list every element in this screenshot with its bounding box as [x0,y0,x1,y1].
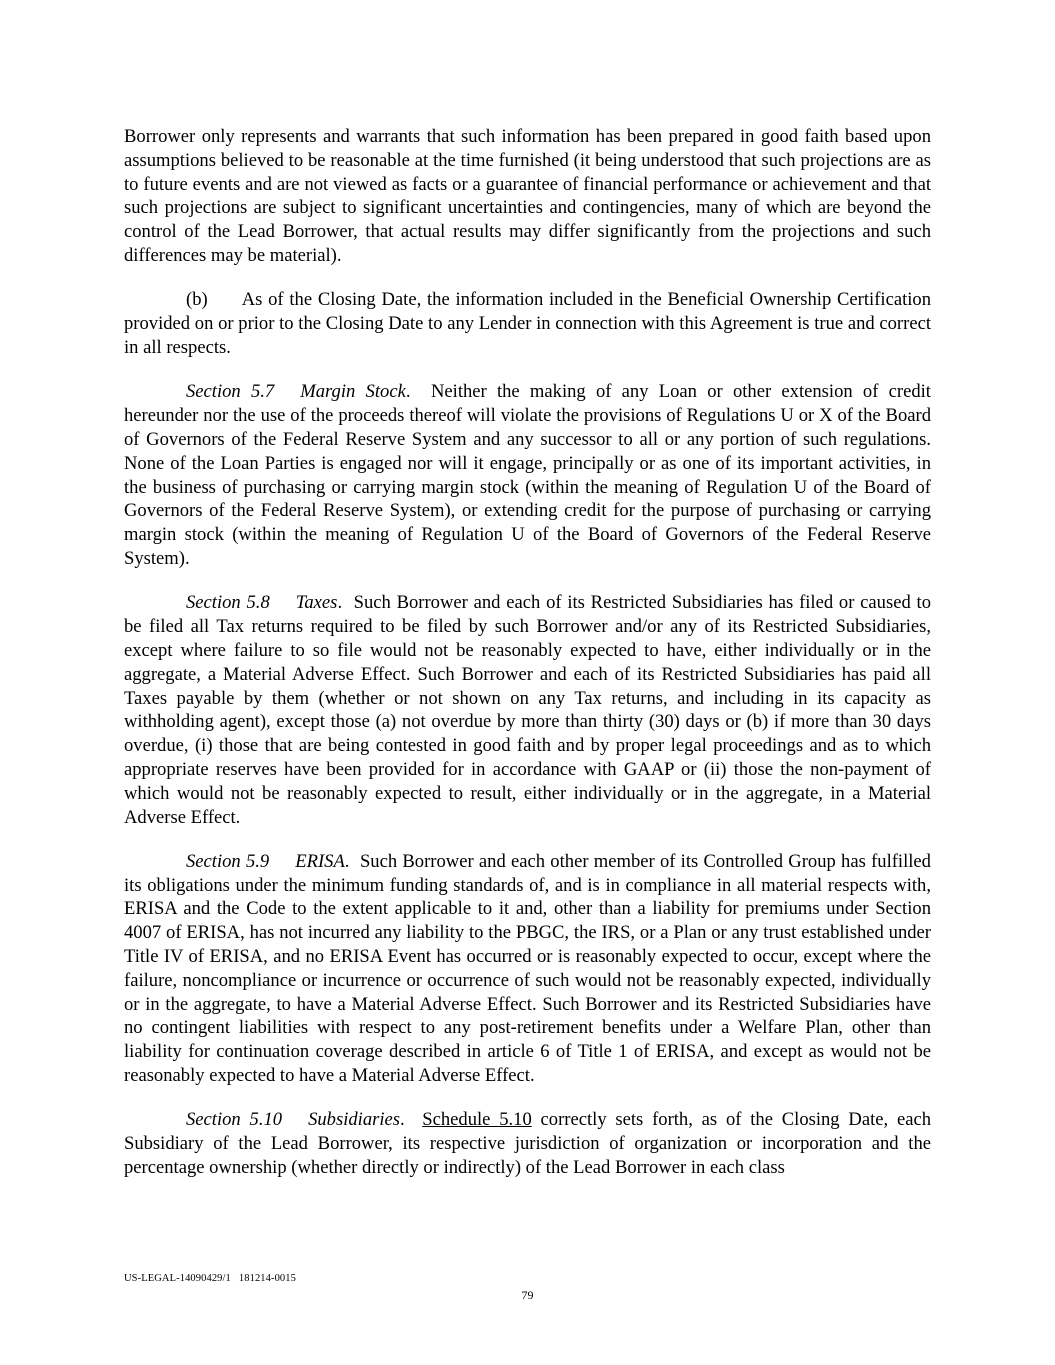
footer-matter-id: 181214-0015 [238,1273,296,1284]
section-number: Section 5.9 [186,850,270,872]
section-5-7: Section 5.7 Margin Stock. Neither the making of any Loan or other extension of credit hereunder nor the use of the proceeds thereof will violate the provisions of Regulations U or X of the Board of Governors of the Federal Reserve System and any successor to all or any portion of such regulations. None of the Loan Parties is engaged nor will it engage, principally or as one of its important activities, in the business of purchasing or carrying margin stock (within the meaning of Regulation U of the Board of Governors of the Federal Reserve System), or extending credit for the purpose of purchasing or carrying margin stock (within the meaning of Regulation U of the Board of Governors of the Federal Reserve System). [124,381,931,569]
section-number: Section 5.8 [186,592,270,614]
section-text: Such Borrower and each other member of its Controlled Group has fulfilled its obligations under the minimum funding standards of, and is in compliance in all material respects with, ERISA and the Code to the extent applicable to it and, other than a liability for premiums under Section 4007 of ERISA, has not incurred any liability to the PBGC, the IRS, or a Plan or any trust established under Title IV of ERISA, and no ERISA Event has occurred or is reasonably expected to occur, except where the failure, noncompliance or incurrence or occurrence of such would not be reasonably expected, individually or in the aggregate, to have a Material Adverse Effect. Such Borrower and its Restricted Subsidiaries have no contingent liabilities with respect to any post-retirement benefits under a Welfare Plan, other than liability for continuation coverage described in article 6 of Title 1 of ERISA, and except as would not be reasonably expected to have a Material Adverse Effect. [124,850,931,1087]
section-title: Taxes [295,592,338,614]
section-title: ERISA [295,850,345,872]
continuation-paragraph: Borrower only represents and warrants that such information has been prepared in good faith based upon assumptions believed to be reasonable at the time furnished (it being understood that such projections are as to future events and are not viewed as facts or a guarantee of financial performance or achievement and that such projections are subject to significant uncertainties and contingencies, many of which are beyond the control of the Lead Borrower, that actual results may differ significantly from the projections and such differences may be material). [124,126,931,266]
section-5-9: Section 5.9 ERISA. Such Borrower and each other member of its Controlled Group has fulfilled its obligations under the minimum funding standards of, and is in compliance in all material respects with, ERISA and the Code to the extent applicable to it and, other than a liability for premiums under Section 4007 of ERISA, has not incurred any liability to the PBGC, the IRS, or a Plan or any trust established under Title IV of ERISA, and no ERISA Event has occurred or is reasonably expected to occur, except where the failure, noncompliance or incurrence or occurrence of such would not be reasonably expected, individually or in the aggregate, to have a Material Adverse Effect. Such Borrower and its Restricted Subsidiaries have no contingent liabilities with respect to any post-retirement benefits under a Welfare Plan, other than liability for continuation coverage described in article 6 of Title 1 of ERISA, and except as would not be reasonably expected to have a Material Adverse Effect. [124,850,931,1087]
item-b-text: As of the Closing Date, the information included in the Beneficial Ownership Certification provided on or prior to the Closing Date to any Lender in connection with this Agreement is true and correct in all respects. [124,289,931,358]
section-text: correctly sets forth, as of the Closing Date, each Subsidiary of the Lead Borrower, its respective jurisdiction of organization or incorporation and the percentage ownership (whether directly or indirectly) of the Lead Borrower in each class [124,1109,931,1179]
item-b-label: (b) [186,289,208,311]
section-number: Section 5.7 [186,381,275,403]
schedule-reference: Schedule 5.10 [422,1109,532,1131]
footer-document-id [124,1273,296,1284]
section-text: Neither the making of any Loan or other extension of credit hereunder nor the use of the proceeds thereof will violate the provisions of Regulations U or X of the Board of Governors of the Federal Reserve System and any successor to all or any portion of such regulations. None of the Loan Parties is engaged nor will it engage, principally or as one of its important activities, in the business of purchasing or carrying margin stock (within the meaning of Regulation U of the Board of Governors of the Federal Reserve System), or extending credit for the purpose of purchasing or carrying margin stock (within the meaning of Regulation U of the Board of Governors of the Federal Reserve System). [124,381,931,569]
section-title: Subsidiaries [308,1109,401,1131]
section-number: Section 5.10 [186,1109,283,1131]
section-title: Margin Stock [300,381,406,403]
page-number: 79 [521,1288,534,1302]
section-5-10: Section 5.10 Subsidiaries. Schedule 5.10 correctly sets forth, as of the Closing Date, each Subsidiary of the Lead Borrower, its respective jurisdiction of organization or incorporation and the percentage ownership (whether directly or indirectly) of the Lead Borrower in each class [124,1109,931,1179]
document-body [124,125,931,1200]
section-text: Such Borrower and each of its Restricted Subsidiaries has filed or caused to be filed all Tax returns required to be filed by such Borrower and/or any of its Restricted Subsidiaries, except where failure to so file would not be reasonably expected to have, either individually or in the aggregate, a Material Adverse Effect. Such Borrower and each of its Restricted Subsidiaries has paid all Taxes payable by them (whether or not shown on any Tax returns, and including in its capacity as withholding agent), except those (a) not overdue by more than thirty (30) days or (b) if more than 30 days overdue, (i) those that are being contested in good faith and by proper legal proceedings and as to which appropriate reserves have been provided for in accordance with GAAP or (ii) those the non-payment of which would not be reasonably expected to result, either individually or in the aggregate, in a Material Adverse Effect. [124,592,931,828]
footer-doc-id: US-LEGAL-14090429/1 [124,1273,231,1284]
paragraph-item-b [124,288,931,359]
section-5-8: Section 5.8 Taxes. Such Borrower and each of its Restricted Subsidiaries has filed or caused to be filed all Tax returns required to be filed by such Borrower and/or any of its Restricted Subsidiaries, except where failure to so file would not be reasonably expected to have, either individually or in the aggregate, a Material Adverse Effect. Such Borrower and each of its Restricted Subsidiaries has paid all Taxes payable by them (whether or not shown on any Tax returns, and including in its capacity as withholding agent), except those (a) not overdue by more than thirty (30) days or (b) if more than 30 days overdue, (i) those that are being contested in good faith and by proper legal proceedings and as to which appropriate reserves have been provided for in accordance with GAAP or (ii) those the non-payment of which would not be reasonably expected to result, either individually or in the aggregate, in a Material Adverse Effect. [124,592,931,828]
